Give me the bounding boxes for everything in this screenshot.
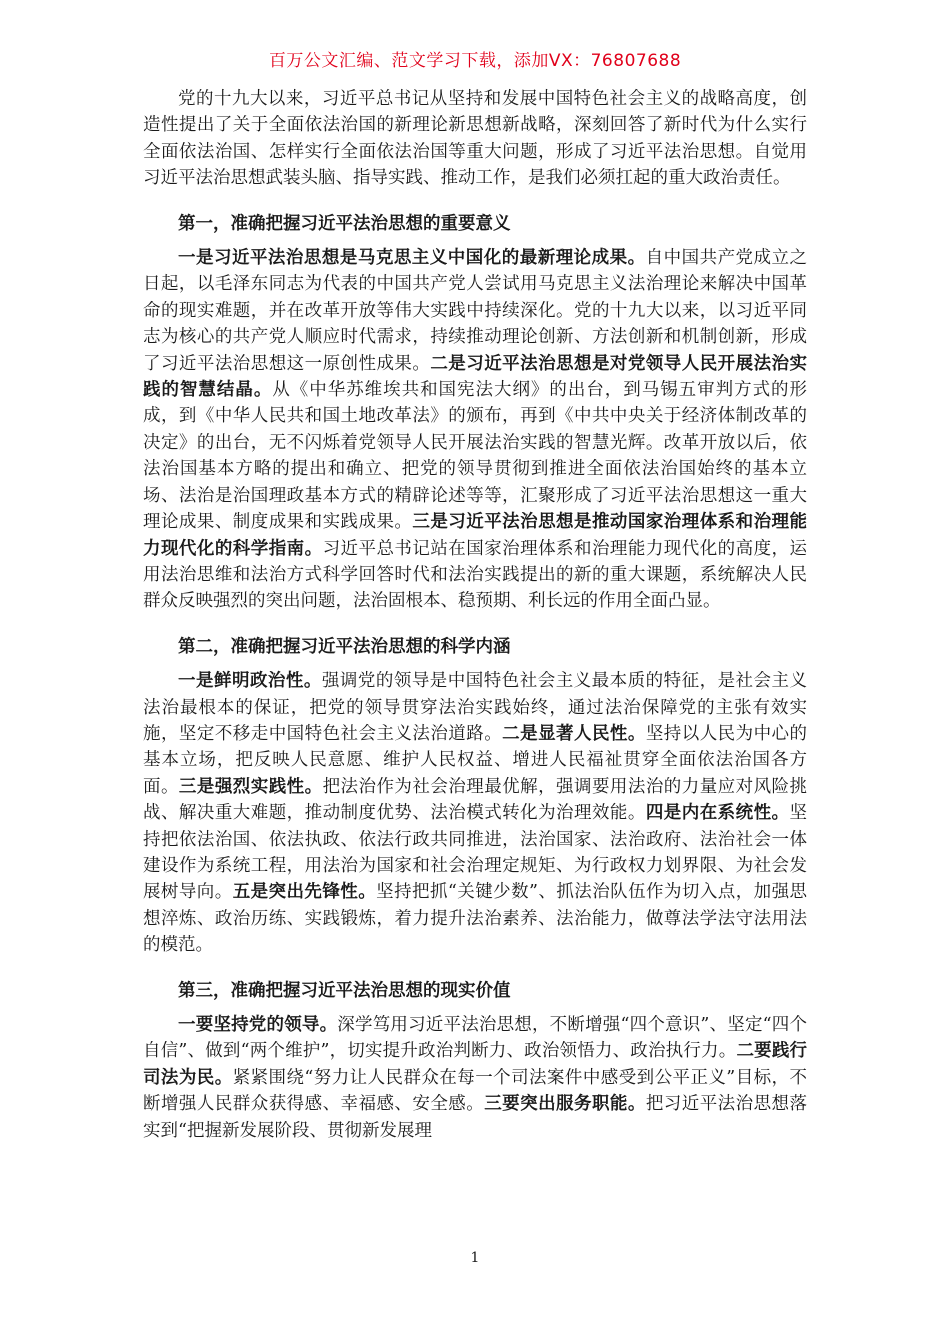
point-2-4-title: 四是内在系统性。	[645, 803, 790, 824]
point-3-2-text: 紧紧围绕“努力让人民群众在每一个司法案件中感受到公平正义”目标，不断增强人民群众获得感、幸福感、安全感。	[143, 1067, 807, 1115]
point-1-3-text: 习近平总书记站在国家治理体系和治理能力现代化的高度，运用法治思维和法治方式科学回答时代和法治实践提出的新的重大课题，系统解决人民群众反映强烈的突出问题，法治固根本、稳预期、利长远的作用全面凸显。	[143, 538, 808, 612]
point-2-2-title: 二是显著人民性。	[502, 723, 646, 744]
point-3-3-title: 三要突出服务职能。	[484, 1094, 646, 1115]
page-number: 1	[470, 1250, 480, 1266]
point-3-1-text: 深学笃用习近平法治思想，不断增强“四个意识”、坚定“四个自信”、做到“两个维护”，切实提升政治判断力、政治领悟力、政治执行力。	[143, 1015, 808, 1062]
point-1-1-title: 一是习近平法治思想是马克思主义中国化的最新理论成果。	[178, 248, 646, 269]
point-3-3-text: 把习近平法治思想落实到“把握新发展阶段、贯彻新发展理	[143, 1094, 808, 1141]
point-1-2-text: 从《中华苏维埃共和国宪法大纲》的出台，到马锡五审判方式的形成，到《中华人民共和国土地改革法》的颁布，再到《中共中央关于经济体制改革的决定》的出台，无不闪烁着党领导人民开展法治实践的智慧光辉。改革开放以后，依法治国基本方略的提出和确立、把党的领导贯彻到推进全面依法治国始终的基本立场、法治是治国理政基本方式的精辟论述等等，汇聚形成了习近平法治思想这一重大理论成果、制度成果和实践成果。	[143, 380, 808, 533]
section-2-heading: 第二，准确把握习近平法治思想的科学内涵	[178, 636, 511, 657]
point-2-4-text: 坚持把依法治国、依法执政、依法行政共同推进，法治国家、法治政府、法治社会一体建设作为系统工程，用法治为国家和社会治理定规矩、为行政权力划界限、为社会发展树导向。	[143, 803, 808, 903]
section-3-paragraph	[143, 1012, 807, 1144]
point-1-1-text: 自中国共产党成立之日起，以毛泽东同志为代表的中国共产党人尝试用马克思主义法治理论来解决中国革命的现实难题，并在改革开放等伟大实践中持续深化。党的十九大以来，以习近平同志为核心的共产党人顺应时代需求，持续推动理论创新、方法创新和机制创新，形成了习近平法治思想这一原创性成果。	[143, 248, 808, 374]
point-2-3-title: 三是强烈实践性。	[178, 776, 323, 797]
point-3-2-title: 二要践行司法为民。	[143, 1041, 808, 1088]
point-2-2-text: 坚持以人民为中心的基本立场，把反映人民意愿、维护人民权益、增进人民福祉贯穿全面依法治国各方面。	[143, 723, 808, 797]
section-2-paragraph	[143, 668, 807, 958]
section-3-heading: 第三，准确把握习近平法治思想的现实价值	[178, 980, 511, 1001]
document-body	[143, 86, 807, 1144]
point-1-3-title: 三是习近平法治思想是推动国家治理体系和治理能力现代化的科学指南。	[143, 512, 807, 559]
header-banner: 百万公文汇编、范文学习下载，添加VX：76807688	[268, 51, 682, 71]
point-1-2-title: 二是习近平法治思想是对党领导人民开展法治实践的智慧结晶。	[143, 353, 808, 401]
point-2-3-text: 把法治作为社会治理最优解，强调要用法治的力量应对风险挑战、解决重大难题，推动制度优势、法治模式转化为治理效能。	[143, 776, 808, 824]
intro-paragraph: 党的十九大以来，习近平总书记从坚持和发展中国特色社会主义的战略高度，创造性提出了关于全面依法治国的新理论新思想新战略，深刻回答了新时代为什么实行全面依法治国、怎样实行全面依法治国等重大问题，形成了习近平法治思想。自觉用习近平法治思想武装头脑、指导实践、推动工作，是我们必须扛起的重大政治责任。	[143, 89, 807, 189]
point-2-1-text: 强调党的领导是中国特色社会主义最本质的特征，是社会主义法治最根本的保证，把党的领导贯穿法治实践始终，通过法治保障党的主张有效实施，坚定不移走中国特色社会主义法治道路。	[143, 671, 808, 744]
section-1-paragraph	[143, 245, 807, 615]
section-1-heading: 第一，准确把握习近平法治思想的重要意义	[178, 213, 511, 234]
point-2-1-title: 一是鲜明政治性。	[178, 671, 322, 692]
point-3-1-title: 一要坚持党的领导。	[178, 1015, 338, 1035]
point-2-5-title: 五是突出先锋性。	[232, 882, 377, 903]
point-2-5-text: 坚持把抓“关键少数”、抓法治队伍作为切入点，加强思想淬炼、政治历练、实践锻炼，着力提升法治素养、法治能力，做尊法学法守法用法的模范。	[143, 882, 808, 956]
